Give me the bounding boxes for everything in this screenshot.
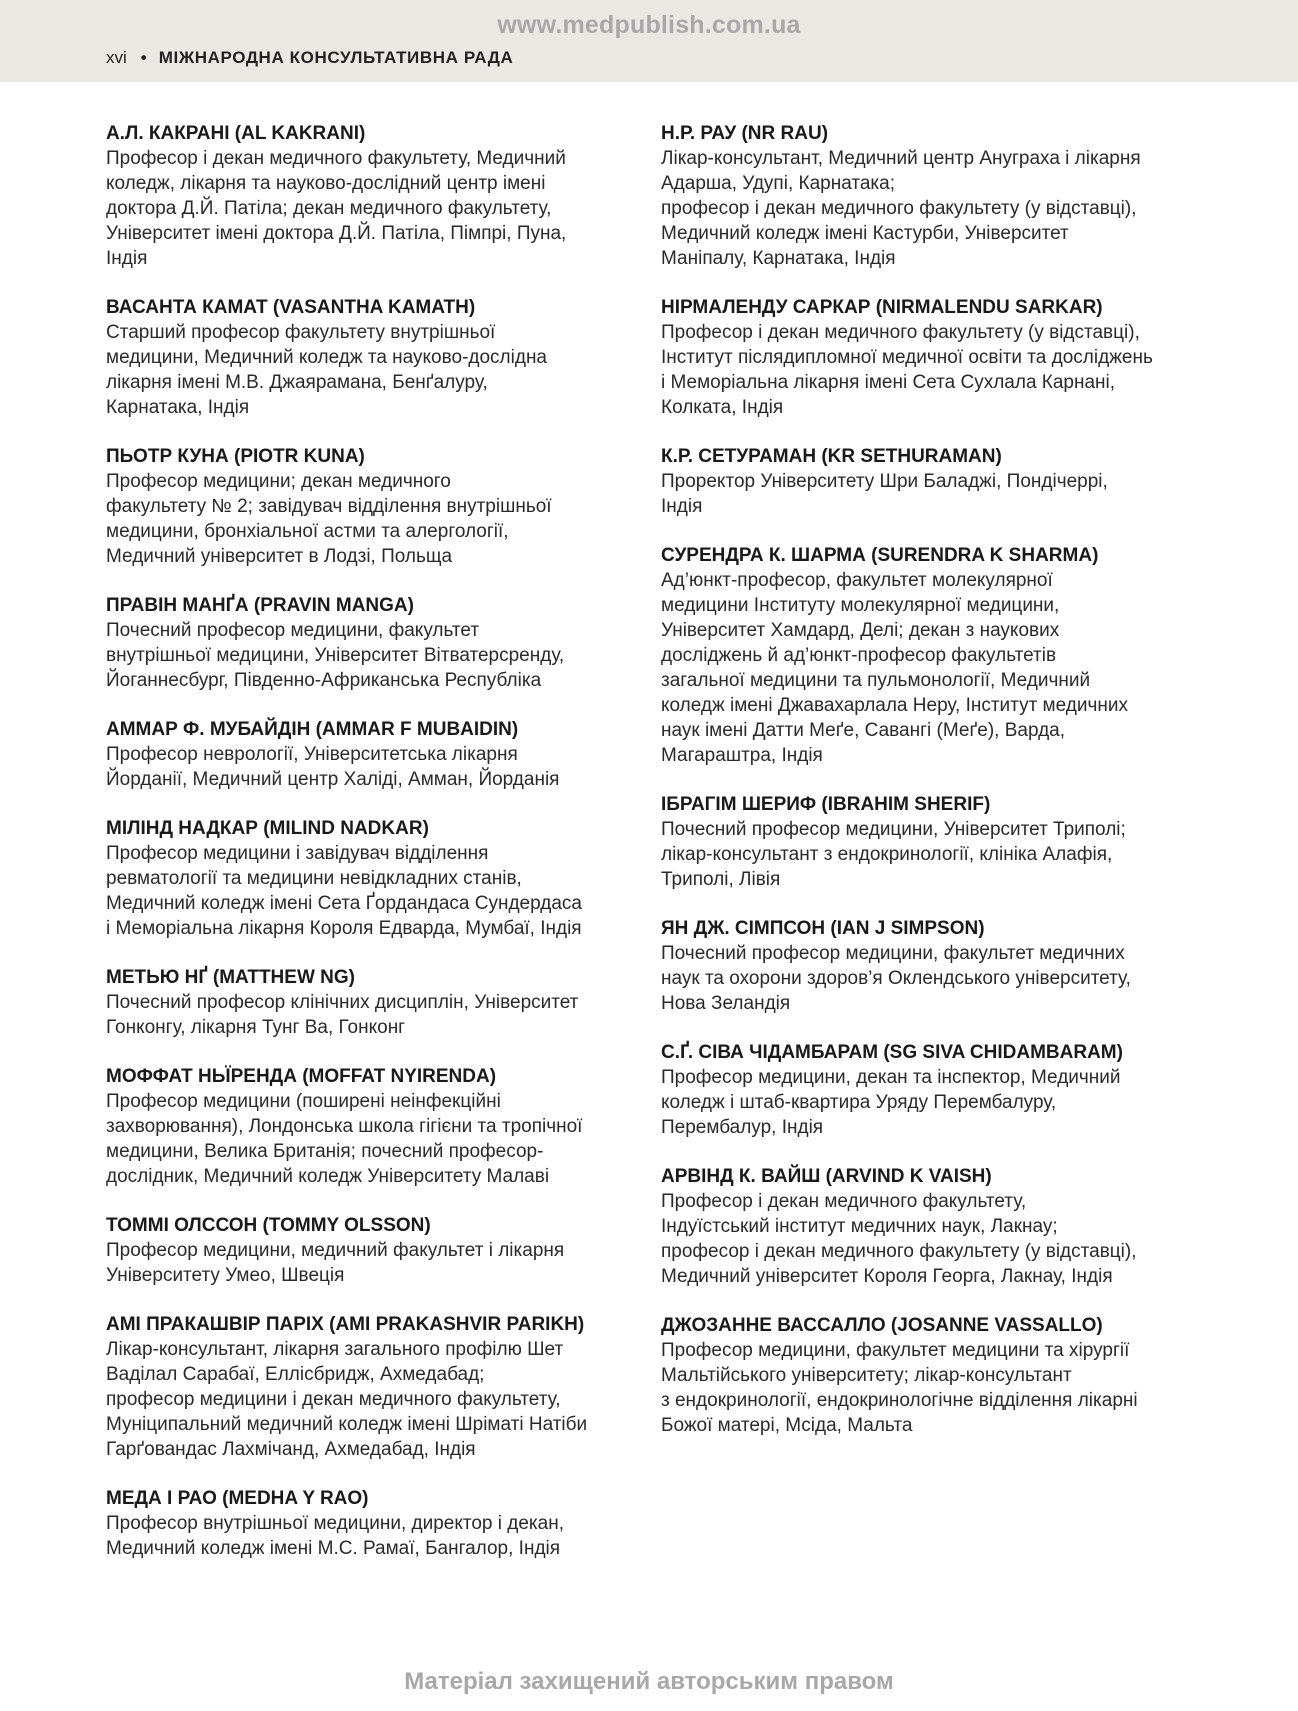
member-name: Н.Р. РАУ (NR RAU) xyxy=(661,123,829,144)
member-affiliation-line: Ад’юнкт-професор, факультет молекулярної xyxy=(661,570,1053,591)
member-affiliation-line: Професор медицини (поширені неінфекційні xyxy=(106,1091,501,1112)
member-name: МІЛІНД НАДКАР (MILIND NADKAR) xyxy=(106,818,429,839)
member-name: А.Л. КАКРАНІ (AL KAKRANI) xyxy=(106,123,366,144)
member-name: ЯН ДЖ. СІМПСОН (IAN J SIMPSON) xyxy=(661,918,985,939)
member-affiliation-line: Індуїстський інститут медичних наук, Лакнау; xyxy=(661,1216,1058,1237)
member-name: МОФФАТ НЬЇРЕНДА (MOFFAT NYIRENDA) xyxy=(106,1066,497,1087)
member-name: МЕТЬЮ НҐ (MATTHEW NG) xyxy=(106,967,355,988)
bullet-separator: • xyxy=(140,48,147,67)
member-affiliation-line: з ендокринології, ендокринологічне відділення лікарні xyxy=(661,1390,1138,1411)
member-affiliation-line: внутрішньої медицини, Університет Вітватерсренду, xyxy=(106,645,565,666)
member-affiliation-line: Індія xyxy=(661,496,703,517)
board-member-entry xyxy=(661,444,1221,519)
member-affiliation-line: медицини Інституту молекулярної медицини, xyxy=(661,595,1060,616)
member-affiliation-line: Почесний професор клінічних дисциплін, Університет xyxy=(106,992,579,1013)
member-name: ПЬОТР КУНА (PIOTR KUNA) xyxy=(106,446,365,467)
member-affiliation-line: Медичний коледж імені Сета Ґордандаса Сундердаса xyxy=(106,893,582,914)
member-affiliation-line: Індія xyxy=(106,248,148,269)
member-affiliation-line: коледж і штаб-квартира Уряду Перембалуру, xyxy=(661,1092,1057,1113)
board-member-entry xyxy=(106,1064,646,1189)
board-member-entry xyxy=(661,543,1221,768)
member-affiliation-line: Медичний університет Короля Георга, Лакнау, Індія xyxy=(661,1266,1113,1287)
board-member-entry xyxy=(661,1313,1221,1438)
page-number: xvi xyxy=(106,48,127,67)
member-affiliation-line: професор і декан медичного факультету (у відставці), xyxy=(661,1241,1137,1262)
board-member-entry xyxy=(106,1312,646,1462)
member-affiliation-line: ревматології та медицини невідкладних станів, xyxy=(106,868,522,889)
board-member-entry xyxy=(106,295,646,420)
member-affiliation-line: Триполі, Лівія xyxy=(661,869,781,890)
member-affiliation-line: Медичний коледж імені Кастурби, Університет xyxy=(661,223,1069,244)
member-affiliation-line: Університет Хамдард, Делі; декан з наукових xyxy=(661,620,1060,641)
member-affiliation-line: медицини, Медичний коледж та науково-дослідна xyxy=(106,347,547,368)
section-title: МІЖНАРОДНА КОНСУЛЬТАТИВНА РАДА xyxy=(158,48,514,67)
member-affiliation-line: Професор медицини; декан медичного xyxy=(106,471,451,492)
board-member-entry xyxy=(661,792,1221,892)
member-affiliation-line: Професор і декан медичного факультету (у відставці), xyxy=(661,322,1140,343)
member-affiliation-line: Професор неврології, Університетська лікарня xyxy=(106,744,518,765)
member-affiliation-line: Професор медицини і завідувач відділення xyxy=(106,843,489,864)
member-affiliation-line: Почесний професор медицини, факультет медичних xyxy=(661,943,1125,964)
member-name: АРВІНД К. ВАЙШ (ARVIND K VAISH) xyxy=(661,1166,992,1187)
member-affiliation-line: Почесний професор медицини, факультет xyxy=(106,620,480,641)
member-name: НІРМАЛЕНДУ САРКАР (NIRMALENDU SARKAR) xyxy=(661,297,1103,318)
member-affiliation-line: Інститут післядипломної медичної освіти та досліджень xyxy=(661,347,1153,368)
board-member-entry xyxy=(106,1213,646,1288)
member-name: ТОММІ ОЛССОН (TOMMY OLSSON) xyxy=(106,1215,431,1236)
board-member-entry xyxy=(106,816,646,941)
member-affiliation-line: Адарша, Удупі, Карнатака; xyxy=(661,173,895,194)
member-affiliation-line: факультету № 2; завідувач відділення внутрішньої xyxy=(106,496,552,517)
member-name: ВАСАНТА КАМАТ (VASANTHA KAMATH) xyxy=(106,297,476,318)
member-affiliation-line: доктора Д.Й. Патіла; декан медичного факультету, xyxy=(106,198,552,219)
member-affiliation-line: Почесний професор медицини, Університет Триполі; xyxy=(661,819,1126,840)
member-affiliation-line: і Меморіальна лікарня імені Сета Сухлала Карнані, xyxy=(661,372,1116,393)
member-affiliation-line: Перембалур, Індія xyxy=(661,1117,824,1138)
member-affiliation-line: Колката, Індія xyxy=(661,397,784,418)
right-column xyxy=(661,121,1221,1462)
member-affiliation-line: Маніпалу, Карнатака, Індія xyxy=(661,248,896,269)
member-affiliation-line: і Меморіальна лікарня Короля Едварда, Мумбаї, Індія xyxy=(106,918,582,939)
board-member-entry xyxy=(106,121,646,271)
member-affiliation-line: Йоганнесбург, Південно-Африканська Республіка xyxy=(106,670,542,691)
member-name: АММАР Ф. МУБАЙДІН (AMMAR F MUBAIDIN) xyxy=(106,719,519,740)
board-member-entry xyxy=(661,1040,1221,1140)
member-affiliation-line: Гонконгу, лікарня Тунг Ва, Гонконг xyxy=(106,1017,406,1038)
member-affiliation-line: Лікар-консультант, Медичний центр Ануграха і лікарня xyxy=(661,148,1141,169)
member-affiliation-line: Професор медицини, факультет медицини та хірургії xyxy=(661,1340,1130,1361)
member-affiliation-line: лікар-консультант з ендокринології, клініка Алафія, xyxy=(661,844,1113,865)
member-affiliation-line: Гарґовандас Лахмічанд, Ахмедабад, Індія xyxy=(106,1439,476,1460)
running-head xyxy=(106,48,513,68)
member-affiliation-line: коледж імені Джавахарлала Неру, Інститут медичних xyxy=(661,695,1128,716)
member-affiliation-line: коледж, лікарня та науково-дослідний центр імені xyxy=(106,173,546,194)
watermark-bottom: Матеріал захищений авторським правом xyxy=(404,1668,894,1695)
member-affiliation-line: Мальтійського університету; лікар-консультант xyxy=(661,1365,1072,1386)
board-member-entry xyxy=(106,1486,646,1561)
member-affiliation-line: Професор медицини, декан та інспектор, Медичний xyxy=(661,1067,1121,1088)
member-affiliation-line: медицини, Велика Британія; почесний професор- xyxy=(106,1141,544,1162)
board-member-entry xyxy=(661,295,1221,420)
member-name: МЕДА І РАО (MEDHA Y RAO) xyxy=(106,1488,369,1509)
member-affiliation-line: Божої матері, Мсіда, Мальта xyxy=(661,1415,913,1436)
board-member-entry xyxy=(661,1164,1221,1289)
member-affiliation-line: Медичний університет в Лодзі, Польща xyxy=(106,546,453,567)
member-name: АМІ ПРАКАШВІР ПАРІХ (AMI PRAKASHVIR PARIKH) xyxy=(106,1314,585,1335)
member-name: ПРАВІН МАНҐА (PRAVIN MANGA) xyxy=(106,595,414,616)
member-affiliation-line: Йорданії, Медичний центр Халіді, Амман, Йорданія xyxy=(106,769,560,790)
board-member-entry xyxy=(106,717,646,792)
member-affiliation-line: захворювання), Лондонська школа гігієни та тропічної xyxy=(106,1116,583,1137)
member-affiliation-line: Професор медицини, медичний факультет і лікарня xyxy=(106,1240,565,1261)
member-name: ІБРАГІМ ШЕРИФ (IBRAHIM SHERIF) xyxy=(661,794,991,815)
member-affiliation-line: загальної медицини та пульмонології, Медичний xyxy=(661,670,1091,691)
board-member-entry xyxy=(661,916,1221,1016)
member-affiliation-line: Професор і декан медичного факультету, Медичний xyxy=(106,148,566,169)
member-affiliation-line: Старший професор факультету внутрішньої xyxy=(106,322,496,343)
member-affiliation-line: Нова Зеландія xyxy=(661,993,791,1014)
left-column xyxy=(106,121,646,1585)
board-member-entry xyxy=(106,444,646,569)
member-affiliation-line: Професор і декан медичного факультету, xyxy=(661,1191,1027,1212)
member-affiliation-line: Лікар-консультант, лікарня загального профілю Шет xyxy=(106,1339,564,1360)
member-name: СУРЕНДРА К. ШАРМА (SURENDRA K SHARMA) xyxy=(661,545,1099,566)
member-affiliation-line: медицини, бронхіальної астми та алергології, xyxy=(106,521,509,542)
board-member-entry xyxy=(106,965,646,1040)
member-affiliation-line: Муніципальний медичний коледж імені Шріматі Натіби xyxy=(106,1414,588,1435)
member-affiliation-line: Магараштра, Індія xyxy=(661,745,823,766)
member-affiliation-line: наук та охорони здоров’я Оклендського університету, xyxy=(661,968,1131,989)
member-affiliation-line: Університету Умео, Швеція xyxy=(106,1265,345,1286)
member-affiliation-line: Ваділал Сарабаї, Еллісбридж, Ахмедабад; xyxy=(106,1364,485,1385)
member-name: К.Р. СЕТУРАМАН (KR SETHURAMAN) xyxy=(661,446,1002,467)
member-name: С.Ґ. СІВА ЧІДАМБАРАМ (SG SIVA CHIDAMBARAM) xyxy=(661,1042,1123,1063)
member-affiliation-line: наук імені Датти Меґе, Савангі (Меґе), Варда, xyxy=(661,720,1066,741)
member-affiliation-line: Професор внутрішньої медицини, директор і декан, xyxy=(106,1513,565,1534)
member-affiliation-line: професор і декан медичного факультету (у відставці), xyxy=(661,198,1137,219)
member-affiliation-line: професор медицини і декан медичного факультету, xyxy=(106,1389,561,1410)
board-member-entry xyxy=(661,121,1221,271)
member-affiliation-line: Проректор Університету Шри Баладжі, Пондічеррі, xyxy=(661,471,1108,492)
member-affiliation-line: дослідник, Медичний коледж Університету Малаві xyxy=(106,1166,550,1187)
member-affiliation-line: Медичний коледж імені М.С. Рамаї, Бангалор, Індія xyxy=(106,1538,561,1559)
member-affiliation-line: Університет імені доктора Д.Й. Патіла, Пімпрі, Пуна, xyxy=(106,223,567,244)
watermark-top: www.medpublish.com.ua xyxy=(497,11,801,39)
member-affiliation-line: Карнатака, Індія xyxy=(106,397,250,418)
member-affiliation-line: досліджень й ад’юнкт-професор факультетів xyxy=(661,645,1057,666)
member-name: ДЖОЗАННЕ ВАССАЛЛО (JOSANNE VASSALLO) xyxy=(661,1315,1103,1336)
board-member-entry xyxy=(106,593,646,693)
member-affiliation-line: лікарня імені М.В. Джаярамана, Бенґалуру, xyxy=(106,372,488,393)
